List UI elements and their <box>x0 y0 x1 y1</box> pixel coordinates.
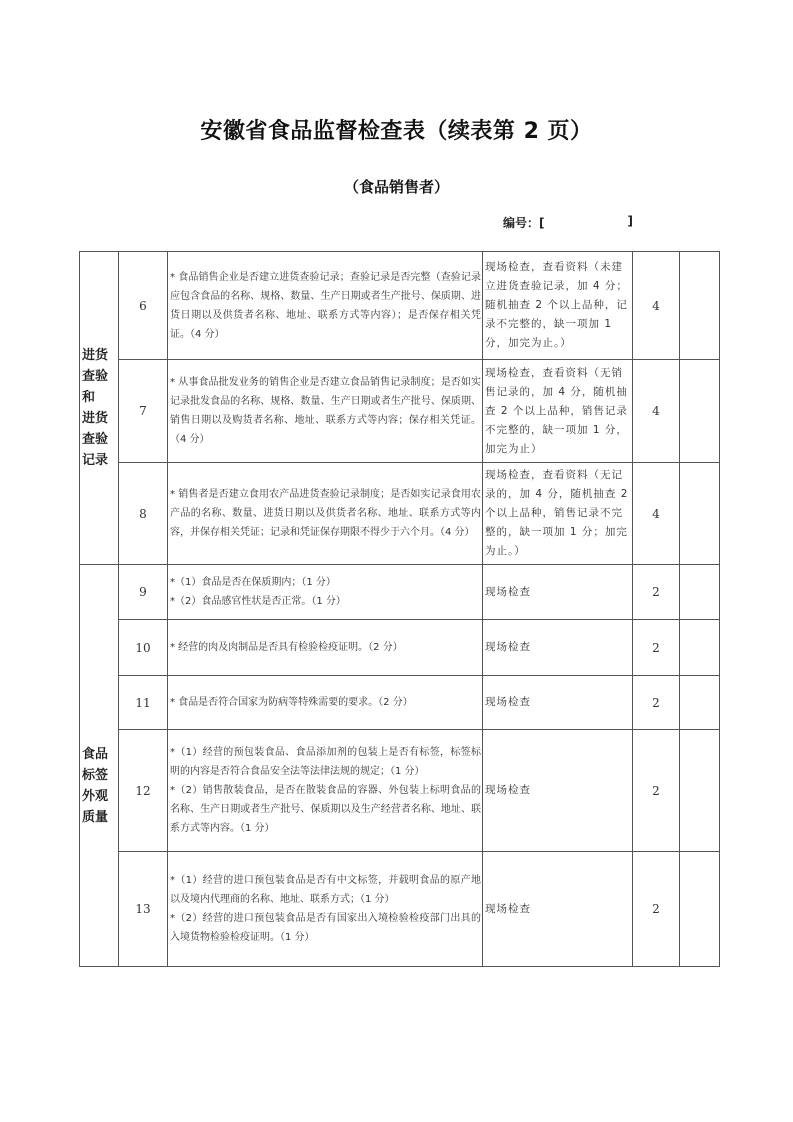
result-cell[interactable] <box>680 730 720 852</box>
category-label-line: 食品 <box>82 746 109 762</box>
item-criterion: * 经营的肉及肉制品是否具有检验检疫证明。（2 分） <box>170 642 403 653</box>
item-criterion: * 食品销售企业是否建立进货查验记录；查验记录是否完整（查验记录应包含食品的名称、规格、数量、生产日期或者生产批号、保质期、进货日期以及供货者名称、地址、联系方式等内容）；是否保存相关凭证。（4 分） <box>170 271 481 340</box>
inspection-method: 现场检查 <box>483 565 633 620</box>
item-criterion: *（1）经营的预包装食品、食品添加剂的包装上是否有标签，标签标明的内容是否符合食品安全法等法律法规的规定；（1 分） <box>170 747 481 777</box>
item-description <box>168 620 483 676</box>
category-label-line: 质量 <box>82 809 109 825</box>
result-cell[interactable] <box>680 463 720 565</box>
item-description <box>168 463 483 565</box>
item-criterion: *（2）经营的进口预包装食品是否有国家出入境检验检疫部门出具的入境货物检验检疫证明。（1 分） <box>170 913 481 943</box>
category-label-line: 进货 <box>82 348 109 363</box>
category-label-line: 查验 <box>82 432 109 447</box>
item-number: 8 <box>119 463 168 565</box>
item-criterion: * 食品是否符合国家为防病等特殊需要的要求。（2 分） <box>170 697 413 708</box>
item-description <box>168 360 483 463</box>
table-row <box>80 252 720 360</box>
inspection-method: 现场检查 <box>483 730 633 852</box>
category-label-line: 进货 <box>82 411 109 426</box>
item-criterion: *（2）销售散装食品，是否在散装食品的容器、外包装上标明食品的名称、生产日期或者生产批号、保质期以及生产经营者名称、地址、联系方式等内容。（1 分） <box>170 785 481 834</box>
item-number: 12 <box>119 730 168 852</box>
inspection-method: 现场检查 <box>483 852 633 967</box>
result-cell[interactable] <box>680 252 720 360</box>
item-criterion: * 从事食品批发业务的销售企业是否建立食品销售记录制度；是否如实记录批发食品的名称、规格、数量、生产日期或者生产批号、保质期、销售日期以及购货者名称、地址、联系方式等内容；保存相关凭证。（4 分） <box>170 377 481 445</box>
table-row <box>80 463 720 565</box>
table-row <box>80 360 720 463</box>
category-cell <box>80 565 119 967</box>
score-value: 2 <box>633 852 680 967</box>
category-label-line: 查验 <box>82 369 109 384</box>
item-number: 7 <box>119 360 168 463</box>
page-subtitle: （食品销售者） <box>343 178 449 196</box>
page-title: 安徽省食品监督检查表（续表第 2 页） <box>200 119 593 144</box>
score-value: 4 <box>633 360 680 463</box>
score-value: 4 <box>633 252 680 360</box>
item-criterion: *（1）经营的进口预包装食品是否有中文标签，并载明食品的原产地以及境内代理商的名称、地址、联系方式；（1 分） <box>170 875 481 905</box>
item-description <box>168 676 483 730</box>
inspection-method: 现场检查，查看资料（未建立进货查验记录，加 4 分；随机抽查 2 个以上品种，记录不完整的，缺一项加 1 分，加完为止。） <box>483 252 633 360</box>
score-value: 2 <box>633 730 680 852</box>
item-criterion: *（2）食品感官性状是否正常。（1 分） <box>170 596 346 607</box>
table-row <box>80 730 720 852</box>
inspection-method: 现场检查 <box>483 676 633 730</box>
score-value: 2 <box>633 620 680 676</box>
item-criterion: *（1）食品是否在保质期内；（1 分） <box>170 577 336 588</box>
result-cell[interactable] <box>680 565 720 620</box>
table-row <box>80 620 720 676</box>
category-label-line: 标签 <box>82 767 109 783</box>
item-number: 13 <box>119 852 168 967</box>
category-label-line: 记录 <box>82 453 109 468</box>
item-description <box>168 252 483 360</box>
item-number: 10 <box>119 620 168 676</box>
table-row <box>80 676 720 730</box>
score-value: 4 <box>633 463 680 565</box>
inspection-table <box>79 251 720 967</box>
item-description <box>168 565 483 620</box>
item-number: 9 <box>119 565 168 620</box>
table-row <box>80 565 720 620</box>
serial-number-close-bracket: ] <box>627 214 633 228</box>
table-row <box>80 852 720 967</box>
result-cell[interactable] <box>680 360 720 463</box>
inspection-method: 现场检查 <box>483 620 633 676</box>
score-value: 2 <box>633 565 680 620</box>
category-label-line: 外观 <box>82 788 109 804</box>
inspection-method: 现场检查，查看资料（无销售记录的，加 4 分，随机抽查 2 个以上品种，销售记录不完整的，缺一项加 1 分，加完为止） <box>483 360 633 463</box>
item-criterion: * 销售者是否建立食用农产品进货查验记录制度；是否如实记录食用农产品的名称、数量、进货日期以及供货者名称、地址、联系方式等内容，并保存相关凭证；记录和凭证保存期限不得少于六个月。（4 分） <box>170 489 481 538</box>
result-cell[interactable] <box>680 676 720 730</box>
category-label-line: 和 <box>82 390 96 405</box>
category-cell <box>80 252 119 565</box>
inspection-method: 现场检查，查看资料（无记录的，加 4 分，随机抽查 2 个以上品种，销售记录不完整的，缺一项加 1 分；加完为止。） <box>483 463 633 565</box>
result-cell[interactable] <box>680 620 720 676</box>
item-number: 6 <box>119 252 168 360</box>
score-value: 2 <box>633 676 680 730</box>
item-description <box>168 852 483 967</box>
item-number: 11 <box>119 676 168 730</box>
item-description <box>168 730 483 852</box>
result-cell[interactable] <box>680 852 720 967</box>
serial-number-label: 编号：[ <box>503 216 545 230</box>
